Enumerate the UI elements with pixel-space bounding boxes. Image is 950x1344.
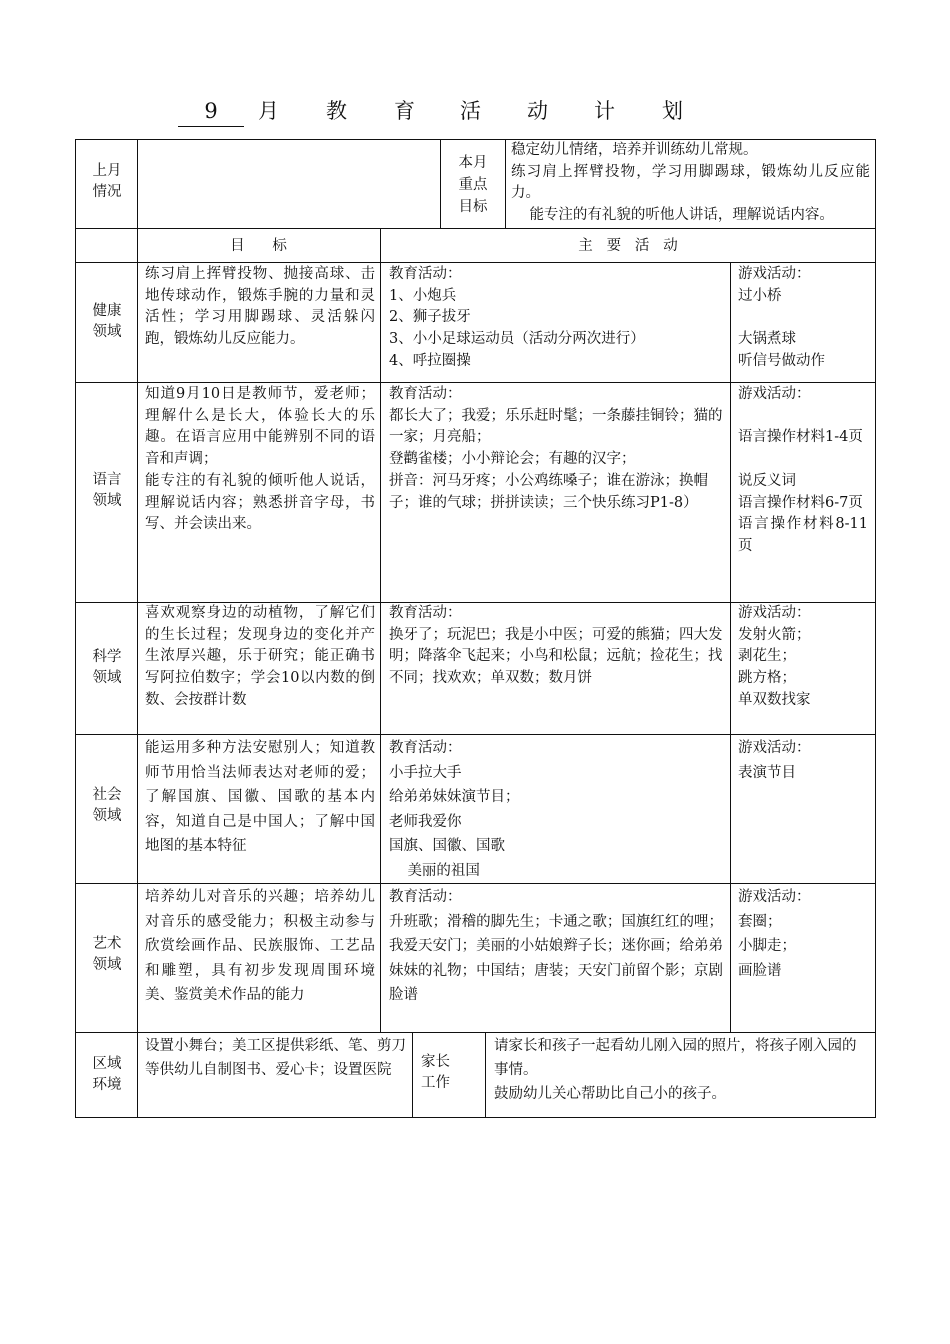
- game-activities: 游戏活动： 套圈； 小脚走； 画脸谱: [738, 889, 811, 979]
- education-activities: 教育活动： 都长大了；我爱；乐乐赶时髦；一条藤挂铜铃；猫的一家；月亮船； 登鹳雀楼；小小辩论会；有趣的汉字； 拼音：河马牙疼；小公鸡练嗓子；谁在游泳；换帽子；谁的气球；拼拼读读；三个快乐练习P1-8）: [389, 386, 723, 511]
- title-month: 9: [178, 96, 244, 127]
- divider: [75, 734, 876, 735]
- domain-goal: 培养幼儿对音乐的兴趣；培养幼儿对音乐的感受能力；积极主动参与欣赏绘画作品、民族服饰、工艺品和雕塑，具有初步发现周围环境美、鉴赏美术作品的能力: [145, 889, 375, 1003]
- title-char: 月: [258, 99, 279, 123]
- divider: [75, 228, 876, 229]
- parent-work-text: 请家长和孩子一起看幼儿刚入园的照片，将孩子刚入园的事情。 鼓励幼儿关心帮助比自己小的孩子。: [494, 1038, 857, 1102]
- title-char: 计: [594, 99, 615, 123]
- divider: [75, 1032, 876, 1033]
- game-activities: 游戏活动： 过小桥 大锅煮球 听信号做动作: [738, 266, 825, 369]
- title-char: 划: [662, 99, 683, 123]
- game-activities: 游戏活动： 表演节目: [738, 740, 811, 781]
- goal-label: 本月 重点 目标: [458, 155, 488, 215]
- divider: [75, 883, 876, 884]
- domain-goal: 喜欢观察身边的动植物，了解它们的生长过程；发现身边的变化并产生浓厚兴趣，乐于研究；能正确书写阿拉伯数字；学会10以内数的倒数、会按群计数: [145, 605, 375, 708]
- game-activities: 游戏活动： 发射火箭； 剥花生； 跳方格； 单双数找家: [738, 605, 811, 708]
- education-activities: 教育活动： 升班歌；滑稽的脚先生；卡通之歌；国旗红红的哩；我爱天安门；美丽的小姑娘辫子长；迷你画；给弟弟妹妹的礼物；中国结；唐装；天安门前留个影；京剧脸谱: [389, 889, 723, 1003]
- domain-label-language: 语言 领域: [92, 472, 122, 509]
- divider: [505, 139, 506, 228]
- title-char: 活: [460, 99, 481, 123]
- divider: [380, 228, 381, 1032]
- divider: [730, 262, 731, 1032]
- divider: [137, 139, 138, 1118]
- education-activities: 教育活动： 换牙了；玩泥巴；我是小中医；可爱的熊猫；四大发明；降落伞飞起来；小鸟和松鼠；远航；捡花生；找不同；找欢欢；单双数；数月饼: [389, 605, 723, 687]
- domain-label-society: 社会 领域: [92, 787, 122, 824]
- education-activities: 教育活动： 1、小炮兵 2、狮子拔牙 3、小小足球运动员（活动分两次进行） 4、呼拉圈操: [389, 266, 645, 369]
- title-char: 动: [527, 99, 548, 123]
- area-environment-label: 区域 环境: [92, 1056, 122, 1093]
- activity-header: 主 要 活 动: [578, 238, 678, 254]
- domain-label-art: 艺术 领域: [92, 936, 122, 973]
- domain-goal: 知道9月10日是教师节，爱老师；理解什么是长大，体验长大的乐趣。在语言应用中能辨别不同的语音和声调； 能专注的有礼貌的倾听他人说话，理解说话内容；熟悉拼音字母，书写、并会读出来。: [145, 386, 375, 533]
- divider: [485, 1032, 486, 1118]
- divider: [75, 382, 876, 383]
- parent-work-label: 家长 工作: [421, 1054, 450, 1091]
- education-activities: 教育活动： 小手拉大手 给弟弟妹妹演节目； 老师我爱你 国旗、国徽、国歌 美丽的祖国: [389, 740, 520, 879]
- domain-label-science: 科学 领域: [92, 649, 122, 686]
- title-char: 育: [394, 99, 415, 123]
- domain-label-health: 健康 领域: [92, 303, 122, 340]
- page-title: [0, 96, 950, 128]
- goal-header: 目 标: [230, 238, 287, 254]
- title-char: 教: [326, 99, 347, 123]
- area-environment-text: 设置小舞台；美工区提供彩纸、笔、剪刀等供幼儿自制图书、爱心卡；设置医院: [145, 1038, 406, 1078]
- divider: [75, 262, 876, 263]
- game-activities: 游戏活动： 语言操作材料1-4页 说反义词 语言操作材料6-7页 语言操作材料8-11页: [738, 386, 868, 554]
- month-goal-text: 稳定幼儿情绪，培养并训练幼儿常规。 练习肩上挥臂投物，学习用脚踢球，锻炼幼儿反应能力。 能专注的有礼貌的听他人讲话，理解说话内容。: [511, 142, 870, 223]
- domain-goal: 练习肩上挥臂投物、抛接高球、击地传球动作，锻炼手腕的力量和灵活性；学习用脚踢球、灵活躲闪跑，锻炼幼儿反应能力。: [145, 266, 375, 348]
- domain-goal: 能运用多种方法安慰别人；知道教师节用恰当法师表达对老师的爱；了解国旗、国徽、国歌的基本内容，知道自己是中国人；了解中国地图的基本特征: [145, 740, 375, 854]
- last-month-label: 上月 情况: [92, 163, 122, 200]
